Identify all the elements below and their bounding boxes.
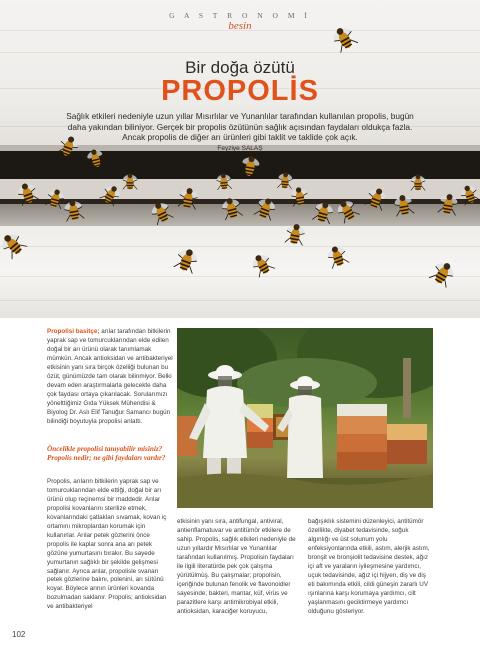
beekeepers-illustration [177,328,433,508]
article-pretitle: Bir doğa özütü [185,58,295,77]
bee-icon [277,172,294,189]
section-kicker: G A S T R O N O M İ [169,11,311,20]
bee-icon [15,180,40,206]
article-deck: Sağlık etkileri nedeniyle uzun yıllar Mısırlılar ve Yunanlılar tarafından kullanılan propolis, bugün daha yakından biliniyor. Gerçek bir propolis özütünün sağlık açısından faydaları oldukça fazla. Ancak propolis de diğer arı ürünleri gibi taklit ve taklide çok açık. [66,111,414,143]
bee-icon [239,154,262,177]
bee-icon [284,222,307,245]
lead-in: Propolisi basitçe; [47,328,100,335]
body-column-1-answer: Propolis, arıların bitkilerin yaprak sap ve tomurcuklarından elde ettiği, doğal bir arı ürünü olup reçinemsi bir maddedir. Arılar propolisi kovanlarını sterilize etmek, kovanlarındaki çatlakları sıvamak, kovan iç ortamını mikroplardan korumak için kullanırlar. Arılar petek gözlerini önce propolis ile kaplar sonra ana arı petek gözüne yumurtasını bırakır. Bu sayede yumurtanın sağlıklı bir şekilde gelişmesi sağlanır. Ayrıca arılar, propolisle svanan petek gözlerine balını, polenini, arı sütünü koyar. Böylece arının ürünleri kovanda bozulmadan saklanır. Propolis; antioksidan ve antibakteriyel [47,478,167,611]
bees-illustration [0,0,480,318]
bee-icon [289,186,309,207]
hero-beehive-photo [0,0,480,318]
bee-icon [173,246,201,274]
bee-icon [62,198,85,221]
body-column-3: bağışıklık sistemini düzenleyici, antitümör özellikte, diyabet tedavisinde, soğuk algınlığı ve üst solunum yolu enfeksiyonlarında etkili, astım, alerjik astım, bronşit ve bronşiolit tedavisine destek, ağız içi aft ve yaraların iyileşmesine yardımcı, uçuk tedavisinde, ağız içi hijyen, diş ve diş eti bakımında etkili, cildi güneşin zararlı UV ışınlarına karşı korumaya yardımcı, cilt yaşlanmasını geciktirmeye yardımcı olduğunu gösteriyor. [308,518,430,615]
bee-icon [437,192,460,215]
bee-icon [99,182,123,207]
bee-icon [122,173,138,189]
bee-icon [325,243,350,269]
intro-text: arılar tarafından bitkilerin yaprak sap ve tomurcuklarından elde edilen doğal bir arı ürünü olarak tanımlamak mümkün. Ancak antioksidan ve antibakteriyel etkisinin yanı sıra birçok özelliği bulunan bu özüt, günümüzde tam olarak bilinmiyor. Belki devam eden araştırmalarla gelecekte daha çok faydası ortaya çıkarılacak. Sorularımızı yönelttiğimiz Gıda Yüksek Mühendisi & Biyolog Dr. Aslı Elif Tanuğur Samancı bugün bilindiği boyutuyla propolisi anlattı. [47,328,173,425]
bee-icon [458,183,480,206]
body-column-2: etkisinin yanı sıra, antifungal, antiviral, antienflamatuvar ve antitümör etkilere de sahip. Propolis, sağlık etkileri nedeniyle de uzun yıllardır Mısırlılar ve Yunanlılar tarafından kullanılmış. Propolisin faydaları ile ilgili literatürde pek çok çalışma yürütülmüş. Bu çalışmalar; propolisin, içeriğinde bulunan fenolik ve flavonoidler sayesinde; bakteri, mantar, küf, virüs ve parazitlere karşı antimikrobiyal etkili, antioksidan, karaciğer koruyucu, [177,518,296,615]
body-column-1-intro [47,328,173,426]
page-number: 102 [12,630,26,639]
bee-icon [364,185,389,211]
beekeepers-photo [177,328,433,508]
bee-icon [0,229,28,260]
bee-icon [253,195,278,221]
bee-icon [219,196,243,221]
bee-icon [248,251,275,278]
article-byline: Feyziye SALAŞ [217,145,263,152]
interview-question: Öncelikle propolisi tanıyabilir misiniz? Propolis nedir; ne gibi faydaları vardır? [47,445,166,463]
bee-icon [410,174,426,190]
bee-icon [312,200,336,225]
bee-icon [177,186,200,209]
bee-icon [215,173,232,190]
bee-icon [428,258,458,288]
bee-icon [333,197,360,224]
section-name: besin [228,20,252,32]
article-title: PROPOLİS [161,75,319,107]
bee-icon [148,199,174,226]
bee-icon [45,187,67,209]
bee-icon [392,193,415,216]
